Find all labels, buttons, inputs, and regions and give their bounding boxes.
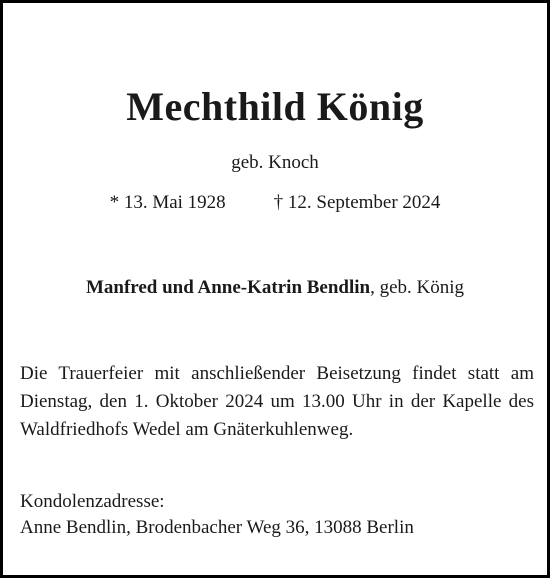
mourner-names: Manfred und Anne-Katrin Bendlin <box>85 277 371 298</box>
condolence-label: Kondolenzadresse: <box>20 491 165 512</box>
life-dates <box>3 191 547 215</box>
funeral-details: Die Trauerfeier mit anschließender Beisetzung findet statt am Dienstag, den 1. Oktober 2024 um 13.00 Uhr in der Kapelle des Waldfriedhofs Wedel am Gnäterkuhlenweg. <box>20 363 534 440</box>
deceased-name: Mechthild König <box>126 84 424 129</box>
birth-date: * 13. Mai 1928 <box>109 192 226 213</box>
maiden-name: geb. Knoch <box>231 152 319 173</box>
mourners-line <box>3 276 547 300</box>
death-date: † 12. September 2024 <box>273 192 441 213</box>
mourner-suffix: , geb. König <box>370 277 465 298</box>
condolence-address: Anne Bendlin, Brodenbacher Weg 36, 13088 Berlin <box>20 517 414 538</box>
condolence-block <box>20 489 534 541</box>
